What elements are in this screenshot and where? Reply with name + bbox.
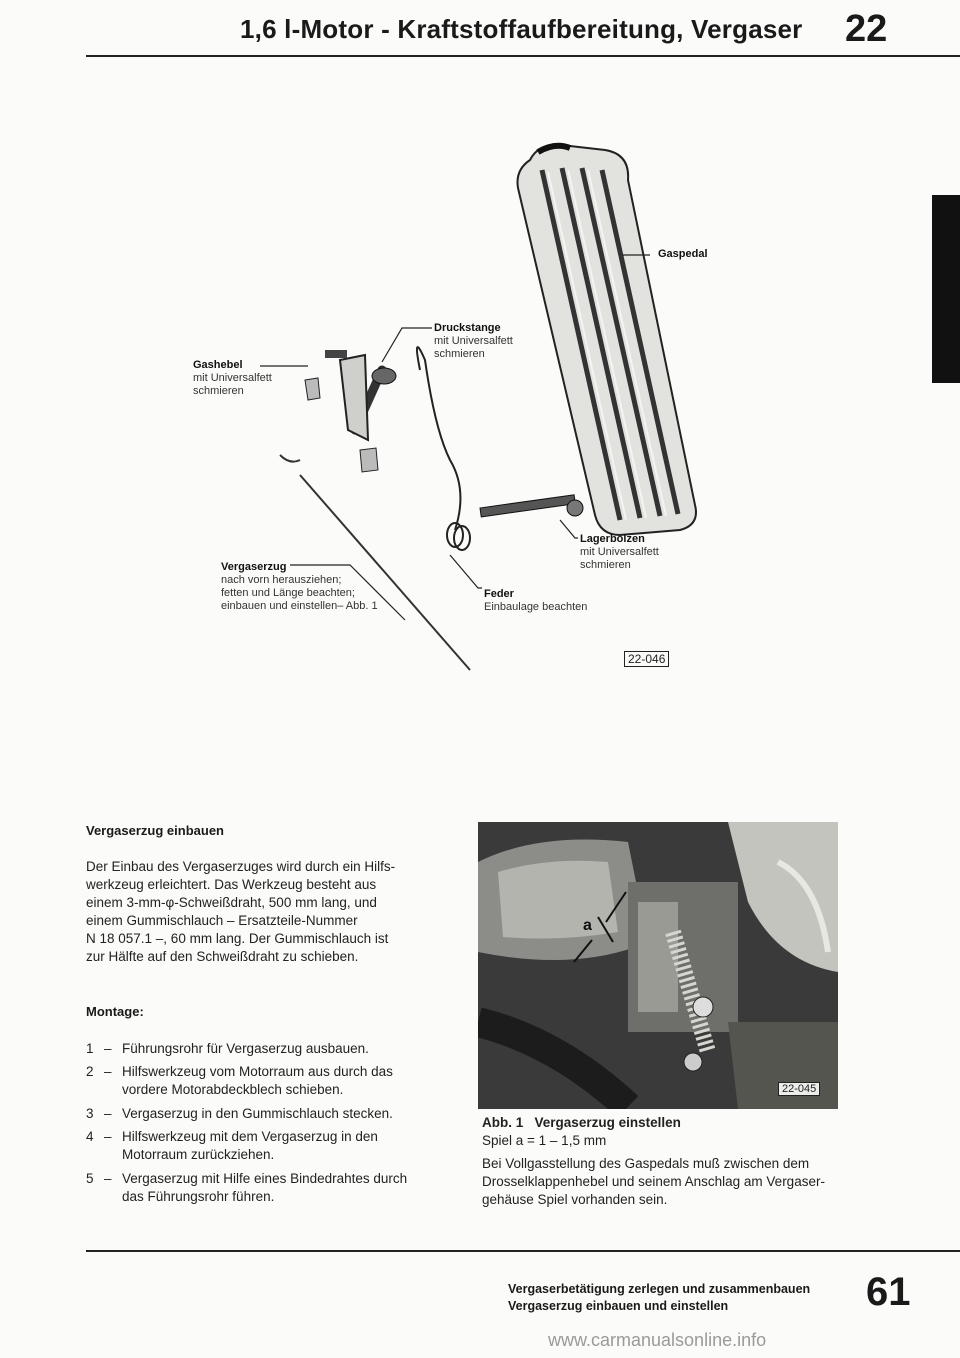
step-number: 4 (86, 1129, 94, 1144)
label-feder-title: Feder (484, 588, 514, 600)
bearing-pin-drawing (480, 495, 583, 517)
spring-drawing (417, 347, 470, 550)
step-text: Hilfswerkzeug mit dem Vergaserzug in den (122, 1129, 378, 1144)
caption-figure-number: Abb. 1 (482, 1115, 524, 1130)
caption-spiel: Spiel a = 1 – 1,5 mm (482, 1133, 607, 1148)
section-tab-marker (932, 195, 960, 383)
intro-line: einem 3-mm-φ-Schweißdraht, 500 mm lang, und (86, 895, 377, 910)
label-gashebel-title: Gashebel (193, 359, 243, 371)
label-lagerbolzen-line2: schmieren (580, 559, 631, 571)
label-vergaserzug-line2: fetten und Länge beachten; (221, 587, 355, 599)
label-gashebel-line1: mit Universalfett (193, 372, 272, 384)
list-item (86, 1128, 456, 1164)
header-rule (86, 55, 960, 57)
list-item (86, 1063, 456, 1099)
throttle-lever-drawing (305, 350, 378, 472)
footer-line: Vergaserzug einbauen und einstellen (508, 1299, 729, 1313)
carburetor-photo (478, 822, 838, 1109)
figure-caption (482, 1114, 862, 1209)
step-dash: – (104, 1129, 112, 1144)
label-feder (484, 588, 587, 614)
figure-id-main: 22-046 (624, 651, 669, 667)
caption-title (482, 1114, 862, 1132)
carburetor-photo-drawing (478, 822, 838, 1109)
gas-pedal-drawing (518, 145, 697, 535)
label-druckstange-line1: mit Universalfett (434, 335, 513, 347)
label-gaspedal-title: Gaspedal (658, 248, 708, 260)
step-dash: – (104, 1064, 112, 1079)
list-item (86, 1040, 456, 1058)
intro-line: N 18 057.1 –, 60 mm lang. Der Gummischlauch ist (86, 931, 389, 946)
step-text: Hilfswerkzeug vom Motorraum aus durch das (122, 1064, 393, 1079)
intro-line: Der Einbau des Vergaserzuges wird durch ein Hilfs- (86, 859, 396, 874)
caption-text-line: Drosselklappenhebel und seinem Anschlag am Vergaser- (482, 1174, 825, 1189)
step-text: Vergaserzug in den Gummischlauch stecken. (122, 1106, 393, 1121)
label-gashebel (193, 359, 272, 398)
step-text: Führungsrohr für Vergaserzug ausbauen. (122, 1041, 369, 1056)
step-text-cont: Motorraum zurückziehen. (122, 1147, 275, 1162)
label-gaspedal (658, 248, 708, 261)
label-lagerbolzen-line1: mit Universalfett (580, 546, 659, 558)
montage-heading: Montage: (86, 1004, 144, 1019)
label-druckstange-line2: schmieren (434, 348, 485, 360)
label-feder-line1: Einbaulage beachten (484, 601, 588, 613)
footer-section-titles (508, 1281, 810, 1315)
step-text-cont: das Führungsrohr führen. (122, 1189, 275, 1204)
chapter-number: 22 (845, 8, 888, 50)
page-title: 1,6 l-Motor - Kraftstoffaufbereitung, Vergaser (240, 14, 803, 44)
page-number: 61 (866, 1270, 911, 1314)
watermark: www.carmanualsonline.info (548, 1330, 767, 1350)
label-vergaserzug (221, 561, 378, 613)
step-number: 5 (86, 1171, 94, 1186)
intro-line: zur Hälfte auf den Schweißdraht zu schieben. (86, 949, 359, 964)
label-gashebel-line2: schmieren (193, 385, 244, 397)
caption-figure-title: Vergaserzug einstellen (534, 1115, 681, 1130)
caption-text-line: gehäuse Spiel vorhanden sein. (482, 1192, 668, 1207)
list-item (86, 1105, 456, 1123)
figure-id-photo: 22-045 (778, 1082, 820, 1096)
footer-rule (86, 1250, 960, 1252)
step-text-cont: vordere Motorabdeckblech schieben. (122, 1082, 344, 1097)
caption-text-line: Bei Vollgasstellung des Gaspedals muß zwischen dem (482, 1156, 810, 1171)
step-dash: – (104, 1041, 112, 1056)
step-number: 2 (86, 1064, 94, 1079)
label-lagerbolzen (580, 533, 659, 572)
step-number: 3 (86, 1106, 94, 1121)
intro-paragraph (86, 858, 466, 966)
step-dash: – (104, 1171, 112, 1186)
step-dash: – (104, 1106, 112, 1121)
label-lagerbolzen-title: Lagerbolzen (580, 533, 645, 545)
footer-line: Vergaserbetätigung zerlegen und zusammenbauen (508, 1282, 811, 1296)
list-item (86, 1170, 456, 1206)
label-vergaserzug-title: Vergaserzug (221, 561, 287, 573)
step-number: 1 (86, 1041, 94, 1056)
step-text: Vergaserzug mit Hilfe eines Bindedrahtes durch (122, 1171, 408, 1186)
label-druckstange-title: Druckstange (434, 322, 501, 334)
dimension-label-a: a (583, 917, 592, 934)
label-druckstange (434, 322, 513, 361)
label-vergaserzug-line3: einbauen und einstellen– Abb. 1 (221, 600, 378, 612)
section-heading: Vergaserzug einbauen (86, 823, 224, 838)
intro-line: werkzeug erleichtert. Das Werkzeug besteht aus (86, 877, 377, 892)
label-vergaserzug-line1: nach vorn herausziehen; (221, 574, 342, 586)
intro-line: einem Gummischlauch – Ersatzteile-Nummer (86, 913, 358, 928)
